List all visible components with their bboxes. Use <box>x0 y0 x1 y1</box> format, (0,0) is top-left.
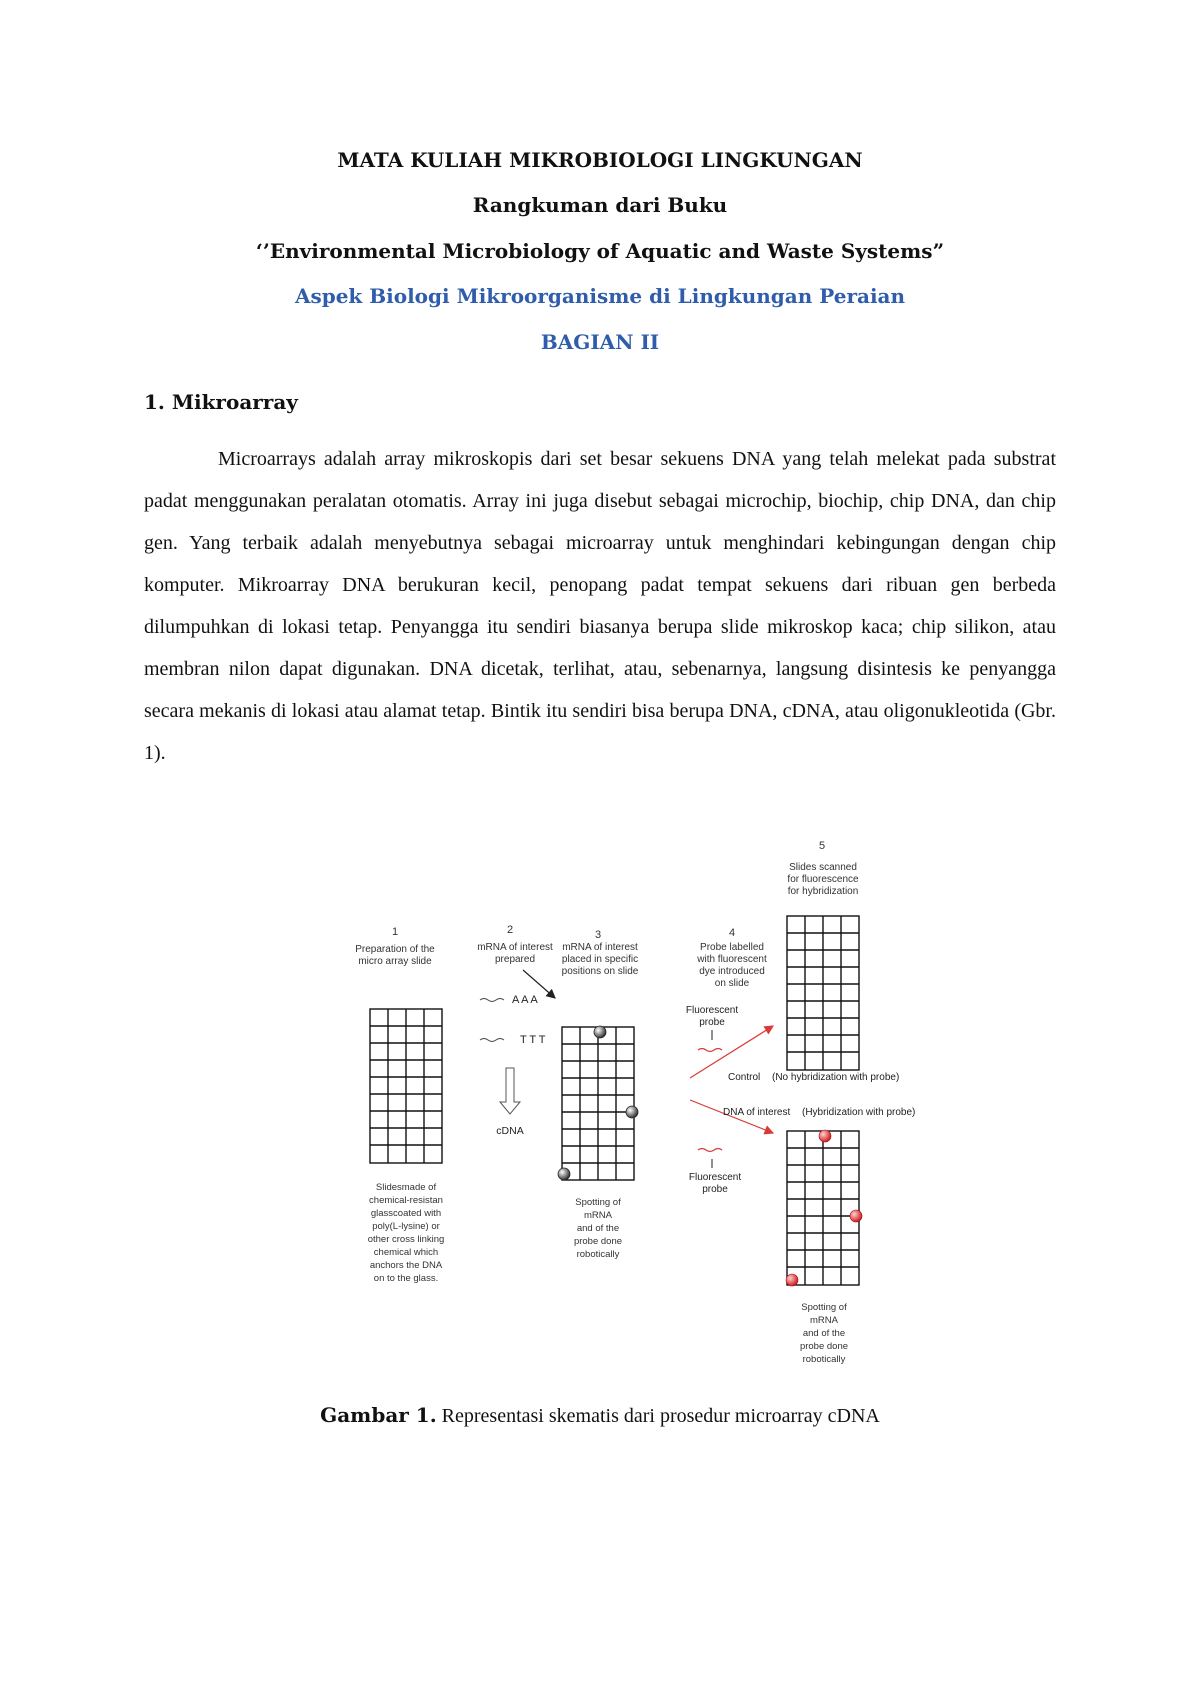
ttt-label: T T T <box>520 1034 546 1046</box>
step4-number: 4 <box>728 927 736 939</box>
fluor-probe-label-line2: probe <box>699 1017 725 1028</box>
spot-ball-2 <box>626 1106 638 1118</box>
step1-label-line2: micro array slide <box>358 956 432 967</box>
step3-label-line2: placed in specific <box>561 954 639 965</box>
red-spot-1 <box>819 1130 831 1142</box>
step5-label-line2: for fluorescence <box>787 874 859 885</box>
fluor-probe2-label-line2: probe <box>702 1184 728 1195</box>
step3-desc-5: robotically <box>576 1249 620 1260</box>
step5-desc-2: mRNA <box>810 1315 838 1326</box>
step5-desc-5: robotically <box>802 1354 846 1365</box>
microarray-figure <box>340 830 940 1375</box>
step3-number: 3 <box>594 929 602 941</box>
caption-label: Gambar 1. <box>320 1403 437 1427</box>
fluor-probe2-label-line1: Fluorescent <box>688 1172 742 1183</box>
grid-slide-3 <box>562 1027 634 1180</box>
step5-number: 5 <box>818 840 826 852</box>
hybridization-label: (Hybridization with probe) <box>802 1107 916 1118</box>
step4-label-line1: Probe labelled <box>700 942 764 953</box>
step3-desc-4: probe done <box>573 1236 623 1247</box>
control-label: Control <box>728 1072 761 1083</box>
step1-number: 1 <box>391 926 399 938</box>
red-arrow-up <box>690 1026 773 1078</box>
step5-label-line3: for hybridization <box>787 886 859 897</box>
step1-label-line1: Preparation of the <box>355 944 435 955</box>
aaa-label: A A A <box>512 994 538 1006</box>
step1-desc-3: glasscoated with <box>370 1208 442 1219</box>
cdna-label: cDNA <box>496 1125 524 1137</box>
grid-slide-5-top <box>787 916 859 1070</box>
book-title: ‘’Environmental Microbiology of Aquatic and Waste Systems” <box>255 239 945 263</box>
step1-desc-7: anchors the DNA <box>369 1260 443 1271</box>
step4-label-line2: with fluorescent <box>697 954 767 965</box>
section-heading: 1. Mikroarray <box>144 390 298 414</box>
step2-label-line2: prepared <box>494 954 536 965</box>
dna-interest-label: DNA of interest <box>723 1107 791 1118</box>
step2-label-line1: mRNA of interest <box>477 942 553 953</box>
step3-label-line3: positions on slide <box>561 966 639 977</box>
step3-desc-2: mRNA <box>584 1210 612 1221</box>
step1-desc-4: poly(L-lysine) or <box>372 1221 440 1232</box>
red-probe-strand-2 <box>698 1149 722 1152</box>
figure-caption <box>0 1403 1200 1428</box>
step5-label-line1: Slides scanned <box>789 862 857 873</box>
step1-desc-5: other cross linking <box>367 1234 445 1245</box>
step5-desc-3: and of the <box>802 1328 846 1339</box>
mrna-strand-1 <box>480 999 504 1002</box>
grid-slide-1 <box>370 1009 442 1163</box>
step2-number: 2 <box>506 924 514 936</box>
step5-desc-1: Spotting of <box>801 1302 847 1313</box>
part-title: BAGIAN II <box>540 330 660 354</box>
step5-desc-4: probe done <box>799 1341 849 1352</box>
caption-text: Representasi skematis dari prosedur microarray cDNA <box>436 1405 880 1427</box>
step1-desc-6: chemical which <box>373 1247 439 1258</box>
step1-desc-8: on to the glass. <box>373 1273 439 1284</box>
mrna-strand-2 <box>480 1039 504 1042</box>
red-spot-3 <box>786 1274 798 1286</box>
no-hybridization-label: (No hybridization with probe) <box>772 1072 900 1083</box>
spot-ball-1 <box>594 1026 606 1038</box>
step3-label-line1: mRNA of interest <box>562 942 638 953</box>
body-paragraph: Microarrays adalah array mikroskopis dari set besar sekuens DNA yang telah melekat pada substrat padat menggunakan peralatan otomatis. Array ini juga disebut sebagai microchip, biochip, chip DNA, dan chip gen. Yang terbaik adalah menyebutnya sebagai microarray untuk menghindari kebingungan dengan chip komputer. Mikroarray DNA berukuran kecil, penopang padat tempat sekuens dari ribuan gen berbeda dilumpuhkan di lokasi tetap. Penyangga itu sendiri biasanya berupa slide mikroskop kaca; chip silikon, atau membran nilon dapat digunakan. DNA dicetak, terlihat, atau, sebenarnya, langsung disintesis ke penyangga secara mekanis di lokasi atau alamat tetap. Bintik itu sendiri bisa berupa DNA, cDNA, atau oligonukleotida (Gbr. 1). <box>144 448 1056 764</box>
fluor-probe-label-line1: Fluorescent <box>685 1005 739 1016</box>
red-spot-2 <box>850 1210 862 1222</box>
spot-ball-3 <box>558 1168 570 1180</box>
grid-slide-5-bottom <box>787 1131 859 1285</box>
step4-label-line4: on slide <box>714 978 750 989</box>
step1-desc-2: chemical-resistan <box>369 1195 443 1206</box>
course-title: MATA KULIAH MIKROBIOLOGI LINGKUNGAN <box>337 148 863 172</box>
red-probe-strand-1 <box>698 1049 722 1052</box>
down-arrow-icon <box>500 1068 520 1114</box>
step3-desc-3: and of the <box>576 1223 620 1234</box>
summary-line: Rangkuman dari Buku <box>472 193 728 217</box>
topic-title: Aspek Biologi Mikroorganisme di Lingkungan Peraian <box>294 284 906 308</box>
step1-desc-1: Slidesmade of <box>375 1182 437 1193</box>
step3-desc-1: Spotting of <box>575 1197 621 1208</box>
step4-label-line3: dye introduced <box>699 966 765 977</box>
